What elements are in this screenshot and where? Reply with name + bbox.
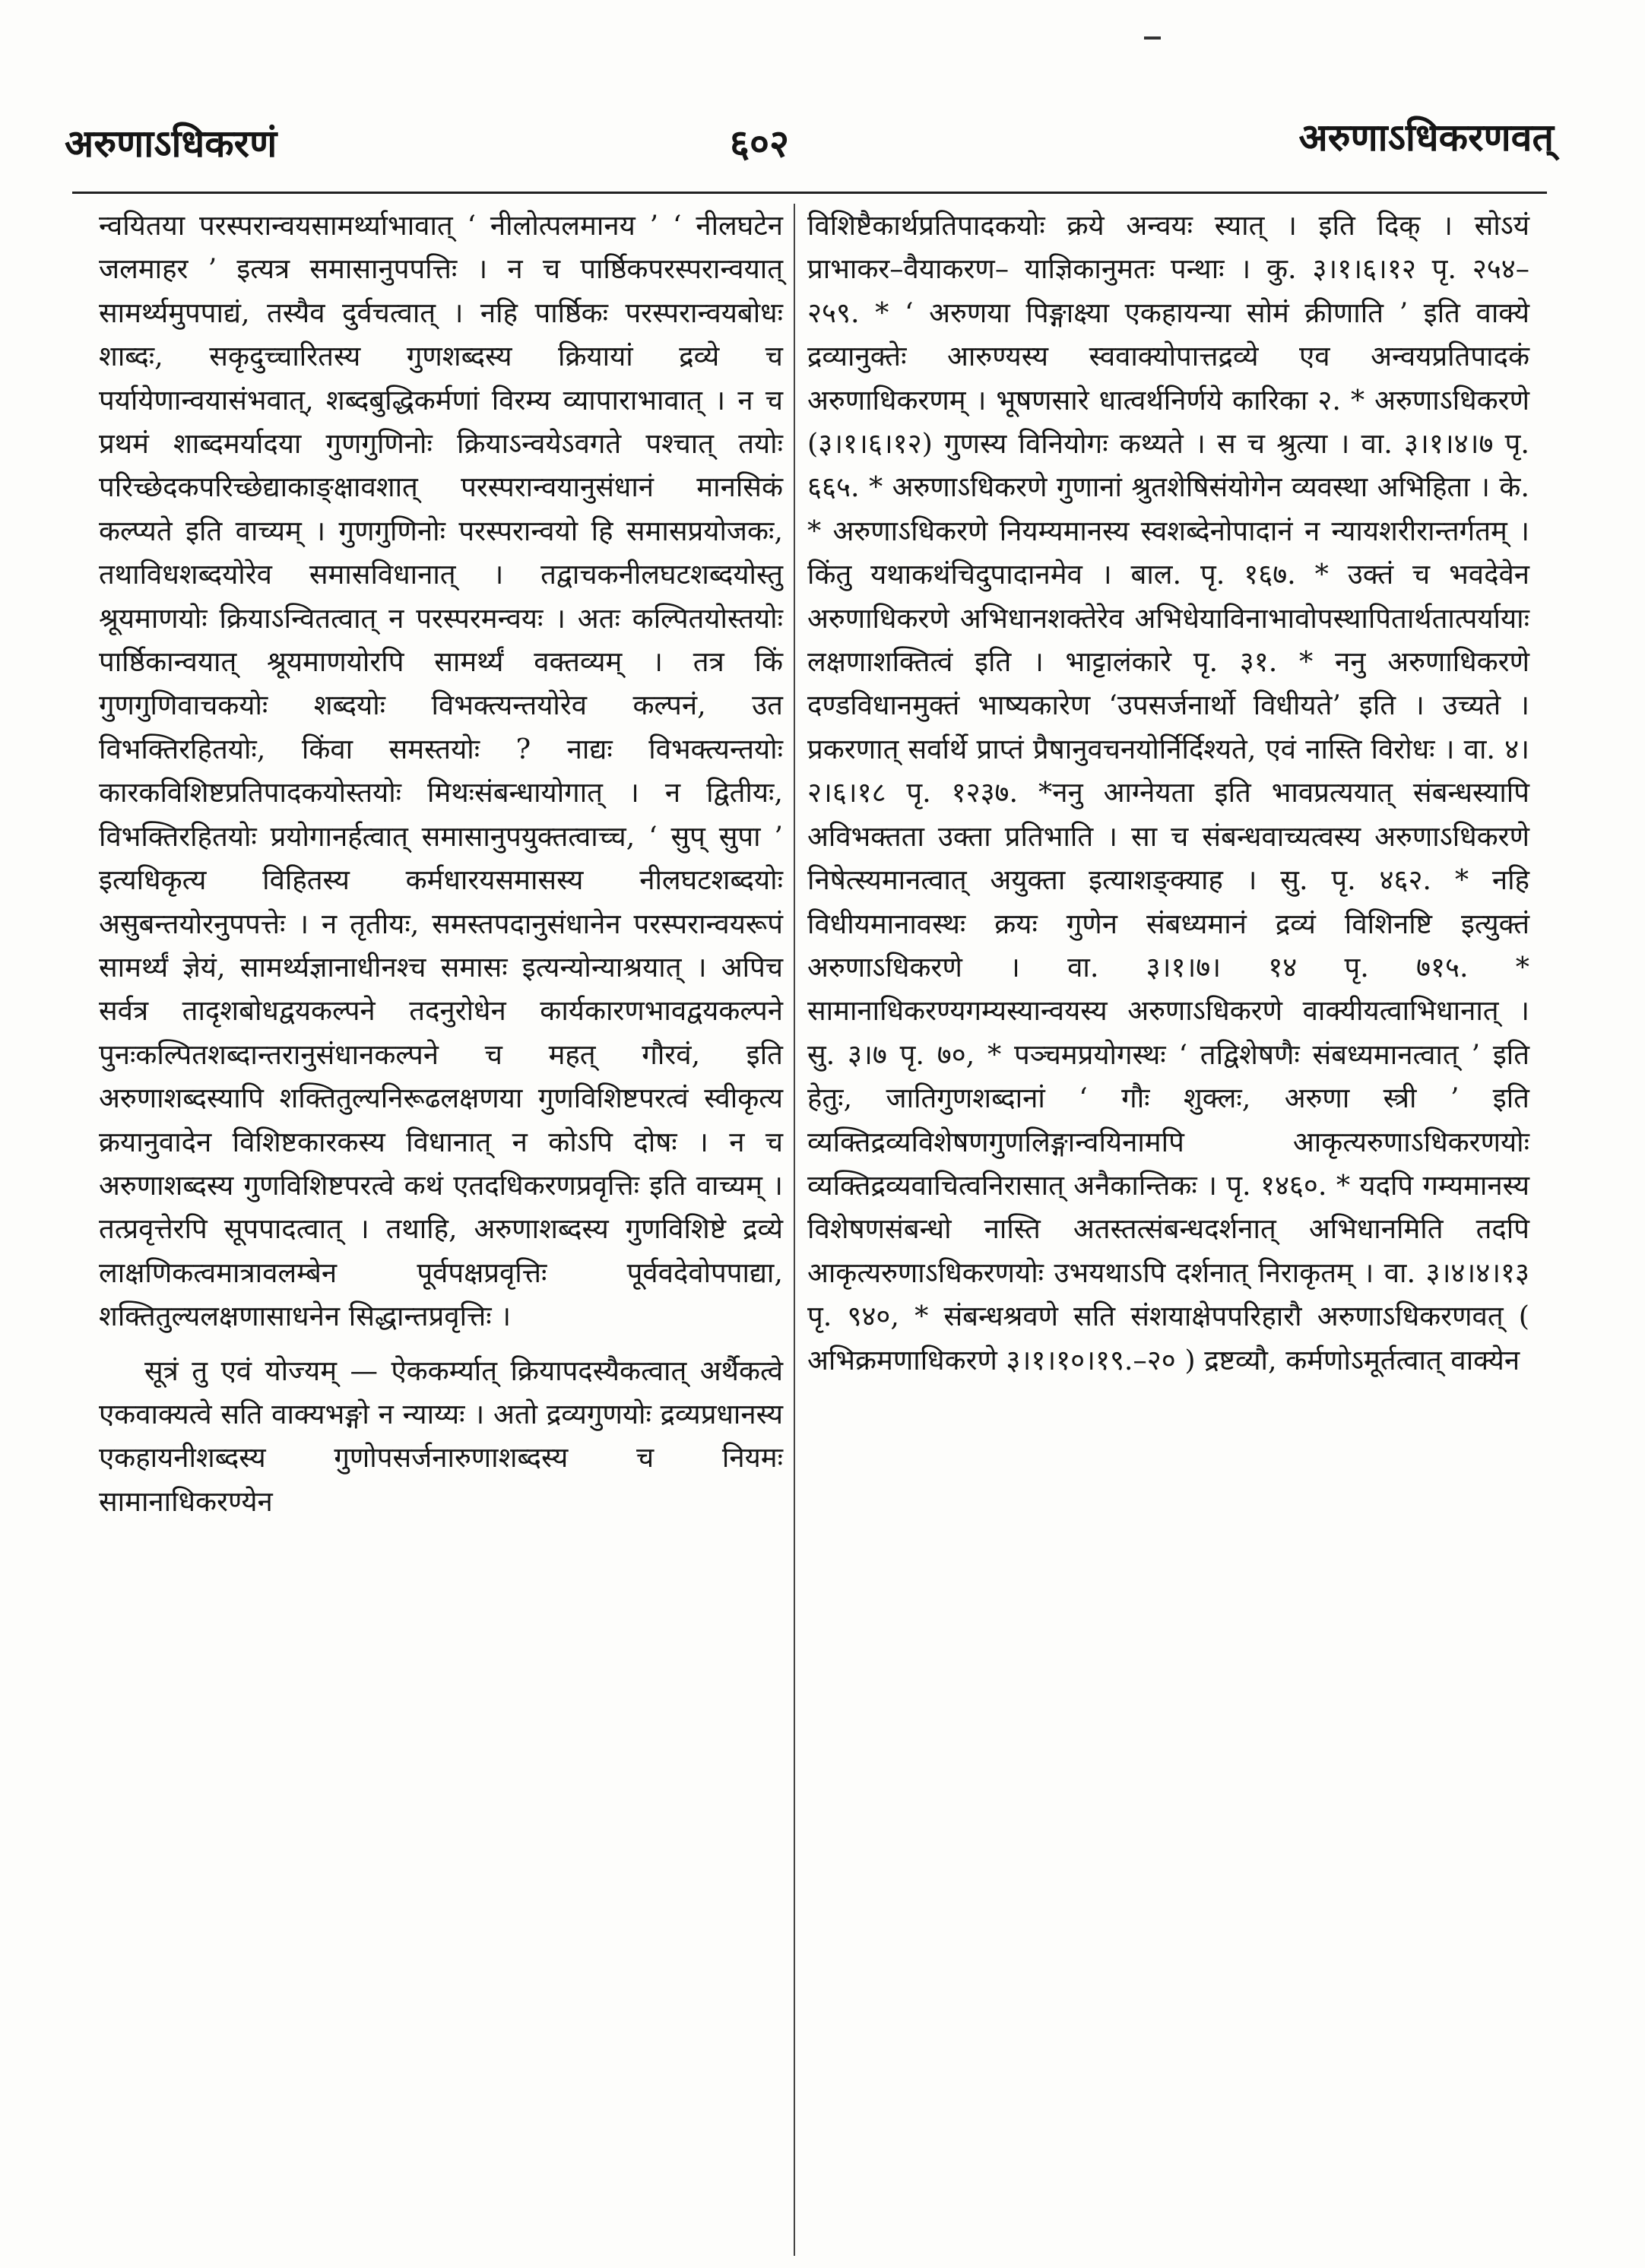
column-divider: [794, 204, 795, 2256]
running-title-left: अरुणाऽधिकरणं: [65, 121, 277, 166]
right-column: [807, 204, 1529, 1382]
left-paragraph-2: सूत्रं तु एवं योज्यम् — ऐककर्म्यात् क्रियापदस्यैकत्वात् अर्थैकत्वे एकवाक्यत्वे सति वाक्यभङ्गो न न्याय्यः । अतो द्रव्यगुणयोः द्रव्यप्रधानस्य एकहायनीशब्दस्य गुणोपसर्जनारुणाशब्दस्य च नियमः सामानाधिकरण्येन: [99, 1354, 783, 1518]
page-header: [0, 110, 1645, 171]
running-title-right: अरुणाऽधिकरणवत्: [1298, 115, 1554, 160]
left-paragraph-1: न्वयितया परस्परान्वयसामर्थ्याभावात् ‘ नीलोत्पलमानय ’ ‘ नीलघटेन जलमाहर ’ इत्यत्र समासानुपपत्तिः । न च पार्ष्ठिकपरस्परान्वयात् सामर्थ्यमुपपाद्यं, तस्यैव दुर्वचत्वात् । नहि पार्ष्ठिकः परस्परान्वयबोधः शाब्दः, सकृदुच्चारितस्य गुणशब्दस्य क्रियायां द्रव्ये च पर्यायेणान्वयासंभवात्, शब्दबुद्धिकर्मणां विरम्य व्यापाराभावात् । न च प्रथमं शाब्दमर्यादया गुणगुणिनोः क्रियाऽन्वयेऽवगते पश्चात् तयोः परिच्छेदकपरिच्छेद्याकाङ्क्षावशात् परस्परान्वयानुसंधानं मानसिकं कल्प्यते इति वाच्यम् । गुणगुणिनोः परस्परान्वयो हि समासप्रयोजकः, तथाविधशब्दयोरेव समासविधानात् । तद्वाचकनीलघटशब्दयोस्तु श्रूयमाणयोः क्रियाऽन्वितत्वात् न परस्परमन्वयः । अतः कल्पितयोस्तयोः पार्ष्ठिकान्वयात् श्रूयमाणयोरपि सामर्थ्यं वक्तव्यम् । तत्र किं गुणगुणिवाचकयोः शब्दयोः विभक्त्यन्तयोरेव कल्पनं, उत विभक्तिरहितयोः, किंवा समस्तयोः ? नाद्यः विभक्त्यन्तयोः कारकविशिष्टप्रतिपादकयोस्तयोः मिथःसंबन्धायोगात् । न द्वितीयः, विभक्तिरहितयोः प्रयोगानर्हत्वात् समासानुपयुक्तत्वाच्च, ‘ सुप् सुपा ’ इत्यधिकृत्य विहितस्य कर्मधारयसमासस्य नीलघटशब्दयोः असुबन्तयोरनुपपत्तेः । न तृतीयः, समस्तपदानुसंधानेन परस्परान्वयरूपं सामर्थ्यं ज्ञेयं, सामर्थ्यज्ञानाधीनश्च समासः इत्यन्योन्याश्रयात् । अपिच सर्वत्र तादृशबोधद्वयकल्पने तदनुरोधेन कार्यकारणभावद्वयकल्पने पुनःकल्पितशब्दान्तरानुसंधानकल्पने च महत् गौरवं, इति अरुणाशब्दस्यापि शक्तितुल्यनिरूढलक्षणया गुणविशिष्टपरत्वं स्वीकृत्य क्रयानुवादेन विशिष्टकारकस्य विधानात् न कोऽपि दोषः । न च अरुणाशब्दस्य गुणविशिष्टपरत्वे कथं एतदधिकरणप्रवृत्तिः इति वाच्यम् । तत्प्रवृत्तेरपि सूपपादत्वात् । तथाहि, अरुणाशब्दस्य गुणविशिष्टे द्रव्ये लाक्षणिकत्वमात्रावलम्बेन पूर्वपक्षप्रवृत्तिः पूर्ववदेवोपपाद्या, शक्तितुल्यलक्षणासाधनेन सिद्धान्तप्रवृत्तिः ।: [99, 209, 783, 1333]
right-paragraph-1: विशिष्टैकार्थप्रतिपादकयोः क्रये अन्वयः स्यात् । इति दिक् । सोऽयं प्राभाकर–वैयाकरण– याज्ञिकानुमतः पन्थाः । कु. ३।१।६।१२ पृ. २५४–२५९. * ‘ अरुणया पिङ्गाक्ष्या एकहायन्या सोमं क्रीणाति ’ इति वाक्ये द्रव्यानुक्तेः आरुण्यस्य स्ववाक्योपात्तद्रव्ये एव अन्वयप्रतिपादकं अरुणाधिकरणम् । भूषणसारे धात्वर्थनिर्णये कारिका २. * अरुणाऽधिकरणे (३।१।६।१२) गुणस्य विनियोगः कथ्यते । स च श्रुत्या । वा. ३।१।४।७ पृ. ६६५. * अरुणाऽधिकरणे गुणानां श्रुतशेषिसंयोगेन व्यवस्था अभिहिता । के. * अरुणाऽधिकरणे नियम्यमानस्य स्वशब्देनोपादानं न न्यायशरीरान्तर्गतम् । किंतु यथाकथंचिदुपादानमेव । बाल. पृ. १६७. * उक्तं च भवदेवेन अरुणाधिकरणे अभिधानशक्तेरेव अभिधेयाविनाभावोपस्थापितार्थतात्पर्यायाः लक्षणाशक्तित्वं इति । भाट्टालंकारे पृ. ३१. * ननु अरुणाधिकरणे दण्डविधानमुक्तं भाष्यकारेण ‘उपसर्जनार्थो विधीयते’ इति । उच्यते । प्रकरणात् सर्वार्थे प्राप्तं प्रैषानुवचनयोर्निर्दिश्यते, एवं नास्ति विरोधः । वा. ४।२।६।१८ पृ. १२३७. *ननु आग्नेयता इति भावप्रत्ययात् संबन्धस्यापि अविभक्तता उक्ता प्रतिभाति । सा च संबन्धवाच्यत्वस्य अरुणाऽधिकरणे निषेत्स्यमानत्वात् अयुक्ता इत्याशङ्क्याह । सु. पृ. ४६२. * नहि विधीयमानावस्थः क्रयः गुणेन संबध्यमानं द्रव्यं विशिनष्टि इत्युक्तं अरुणाऽधिकरणे । वा. ३।१।७। १४ पृ. ७१५. * सामानाधिकरण्यगम्यस्यान्वयस्य अरुणाऽधिकरणे वाक्यीयत्वाभिधानात् । सु. ३।७ पृ. ७०, * पञ्चमप्रयोगस्थः ‘ तद्विशेषणैः संबध्यमानत्वात् ’ इति हेतुः, जातिगुणशब्दानां ‘ गौः शुक्लः, अरुणा स्त्री ’ इति व्यक्तिद्रव्यविशेषणगुणलिङ्गान्वयिनामपि आकृत्यरुणाऽधिकरणयोः व्यक्तिद्रव्यवाचित्वनिरासात् अनैकान्तिकः । पृ. १४६०. * यदपि गम्यमानस्य विशेषणसंबन्धो नास्ति अतस्तत्संबन्धदर्शनात् अभिधानमिति तदपि आकृत्यरुणाऽधिकरणयोः उभयथाऽपि दर्शनात् निराकृतम् । वा. ३।४।४।१३ पृ. ९४०, * संबन्धश्रवणे सति संशयाक्षेपपरिहारौ अरुणाऽधिकरणवत् ( अभिक्रमणाधिकरणे ३।१।१०।१९.–२० ) द्रष्टव्यौ, कर्मणोऽमूर्तत्वात् वाक्येन: [807, 209, 1529, 1376]
left-column: [99, 204, 783, 1523]
page-number: ६०२: [730, 121, 789, 166]
header-rule: [72, 192, 1547, 194]
print-mark: [1144, 36, 1161, 40]
